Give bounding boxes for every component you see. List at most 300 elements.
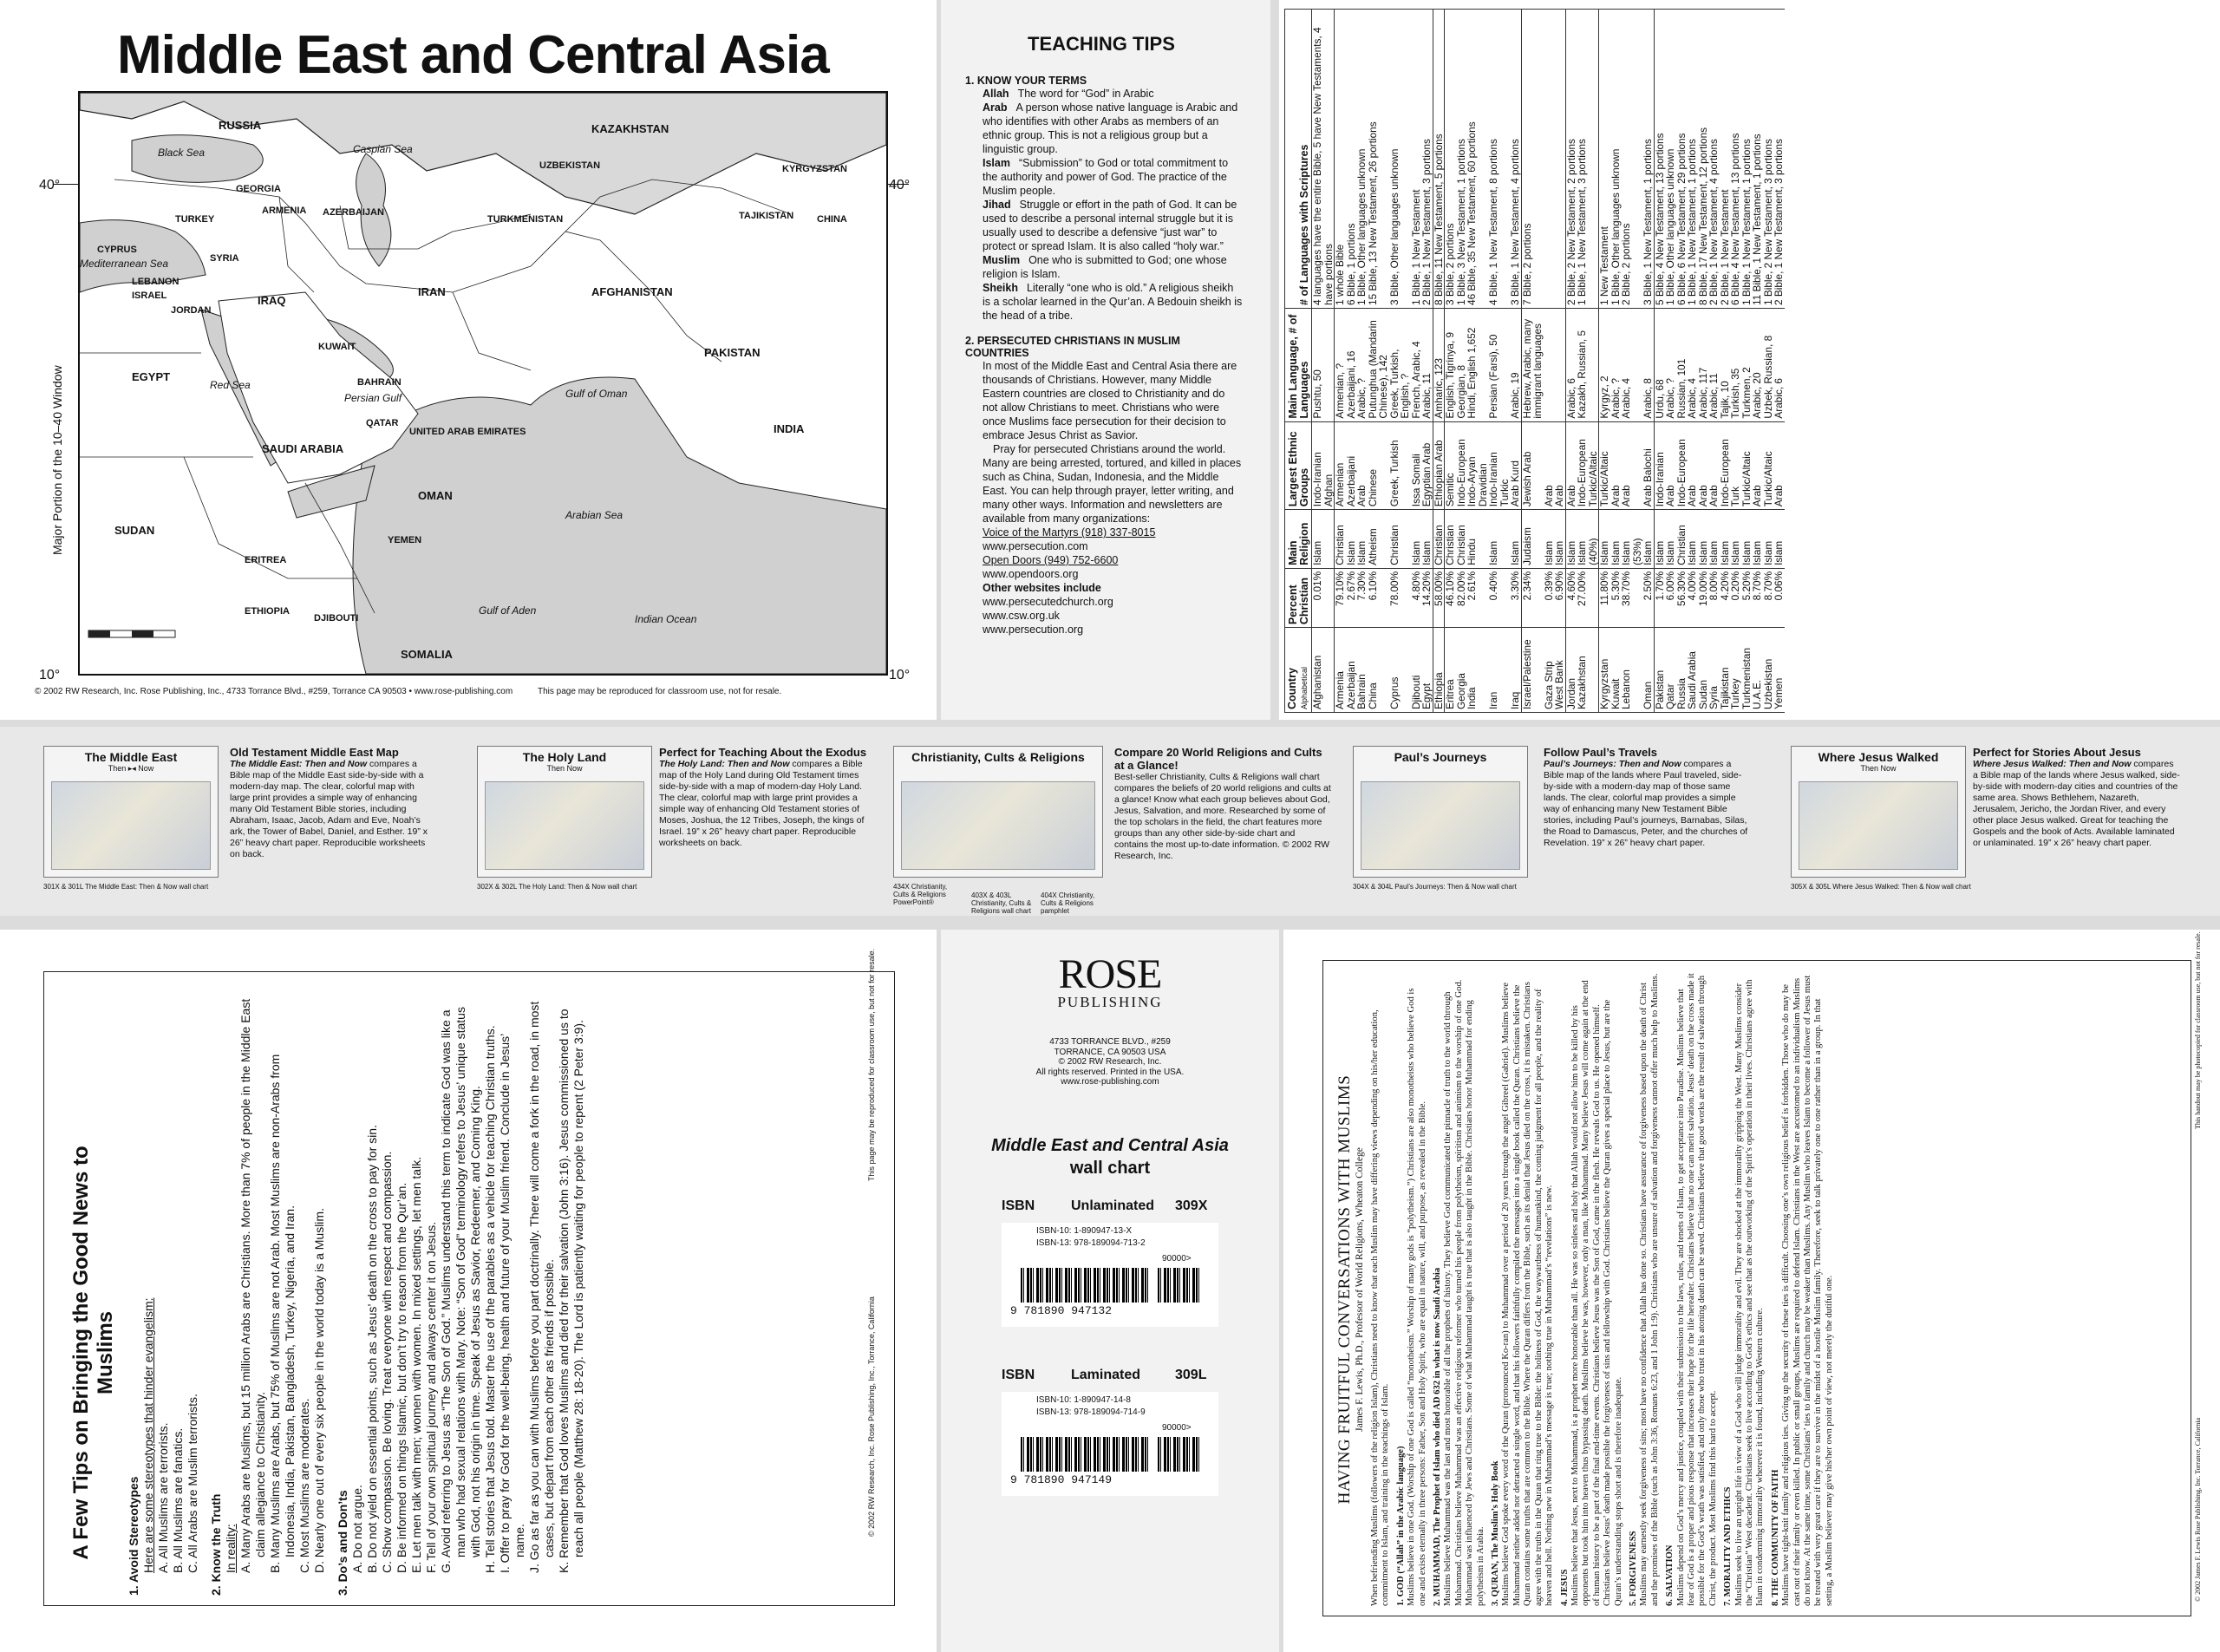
table-header-label: Country xyxy=(1286,668,1298,709)
convo-section xyxy=(1665,973,1719,1606)
map-footer-right: This page may be reproduced for classroom use, not for resale. xyxy=(538,687,782,696)
table-cell: Islam xyxy=(1642,510,1654,569)
table-row xyxy=(1488,10,1510,713)
term-definition: Literally “one who is old.” A religious sheikh is a scholar learned in the Qur’an. A Bedouin sheikh is the head of a tribe. xyxy=(983,282,1243,322)
product-caption: 304X & 304L Paul’s Journeys: Then & Now wall chart xyxy=(1353,883,1517,891)
product-thumbnail[interactable] xyxy=(477,746,652,878)
table-cell: Putunghua (Mandarin Chinese), 142 xyxy=(1368,308,1389,421)
tip-item: K. Remember that God loves Muslims and died for their salvation (John 3:16). Jesus commissioned us to reach all people (Matthew 28: 18-20). The Lord is patiently waiting for people to repent (2 Peter 3:9). xyxy=(557,1009,585,1573)
product-thumbnail[interactable] xyxy=(1353,746,1528,878)
table-cell: 14.20% xyxy=(1421,568,1433,627)
convo-section-text: Muslims believe God spoke every word of the Quran (pronounced Ko-ran) to Muhammad over a period of 20 years through the angel Gibreel (Gabriel). Muslims believe Muhammad neither added nor detracted a single word, and that his followers faithfully compiled the messages into a single book called the Quran. Christians believe the Quran contains some truths that are common to the Bible. Where the Quran differs from the Bible, such as its denial that Jesus died on the cross, it is mistaken. Christians agree with the truths in the Quran that ring true to the Bible: the holiness of God, the waywardness of humankind, the coming judgment for all people, and the reality of heaven and hell. Nothing new in Muhammad’s message is true; nothing true in Muhammad’s “revelations” is new. xyxy=(1501,982,1555,1606)
term-definition: Struggle or effort in the path of God. It can be used to describe a personal internal struggle but it is usually used to describe a defensive “just war” to protect or spread Islam. It is also called “holy war.” xyxy=(983,199,1237,252)
table-row xyxy=(1510,10,1521,713)
terms-list xyxy=(965,87,1243,323)
table-cell: 2.61% xyxy=(1466,568,1488,627)
country-table-rotated xyxy=(1284,9,2186,713)
table-cell: 8.00% xyxy=(1708,568,1720,627)
table-cell: Arab xyxy=(1773,421,1785,510)
tip-item: C. Most Muslims are moderates. xyxy=(297,1398,311,1573)
map-label: UZBEKISTAN xyxy=(539,160,601,171)
table-cell: Armenian, ? xyxy=(1335,308,1346,421)
org-link[interactable]: Voice of the Martyrs (918) 337-8015 xyxy=(983,526,1156,539)
table-cell: Greek, Turkish xyxy=(1389,421,1411,510)
promo-strip xyxy=(0,727,2220,916)
convo-section-heading: 3. QURAN, The Muslim’s Holy Book xyxy=(1491,1460,1501,1606)
table-cell: Sudan xyxy=(1698,628,1709,713)
table-cell: Arabic, 11 xyxy=(1421,308,1433,421)
convo-section-text: Muslims have tight-knit family and religious ties. Giving up the security of these ties is difficult. Choosing one’s own religious belief is forbidden. Those who do may be cast out of their family or even killed. In public or small groups, Muslims are required to defend Islam. Christians in the West are accustomed to an individualism Muslims do not know. At the same time, some Christians’ ties to family and church may be weaker than Muslims. Any Muslim who leaves Islam to become a follower of Jesus must be treated with very great care if they are to survive in the midst of a hostile Muslim family. Therefore, seek to talk privately one to one rather than in a group. In that setting, a Muslim believer may give his/her own point of view, not merely the dutiful one. xyxy=(1781,975,1834,1606)
map-label: RUSSIA xyxy=(219,119,262,132)
table-cell: 1 Bible, 1 New Testament xyxy=(1411,10,1422,309)
product-ad-body xyxy=(1114,772,1331,862)
table-cell: 79.10% xyxy=(1335,568,1346,627)
product-caption: 305X & 305L Where Jesus Walked: Then & Now wall chart xyxy=(1791,883,1971,891)
table-header-label: Main Language, # of Languages xyxy=(1287,314,1310,419)
table-cell: Christian xyxy=(1676,510,1688,569)
tip-item: B. All Muslims are fanatics. xyxy=(171,1427,185,1573)
isbn10: ISBN-10: 1-890947-14-8 xyxy=(1036,1395,1131,1405)
product-ad-text xyxy=(659,746,867,849)
logo-mark: ROSE xyxy=(1058,951,1162,997)
table-cell: 46.10% xyxy=(1445,568,1456,627)
product-ad-text xyxy=(1544,746,1752,849)
product-thumbnail[interactable] xyxy=(1791,746,1966,878)
table-cell: Lebanon xyxy=(1621,628,1642,713)
table-cell xyxy=(1544,308,1555,421)
map-footer xyxy=(35,687,902,696)
tip-item: A. Do not argue. xyxy=(350,1485,364,1573)
table-row xyxy=(1708,10,1720,713)
barcode-addon xyxy=(1158,1437,1201,1472)
table-cell: Pakistan xyxy=(1654,628,1665,713)
term-entry xyxy=(983,87,1243,101)
table-cell: Djibouti xyxy=(1411,628,1422,713)
barcode-addon xyxy=(1158,1268,1201,1303)
convo-footer-right: This handout may be photocopied for classroom use, but not for resale. xyxy=(2194,931,2202,1129)
table-cell: West Bank xyxy=(1554,628,1565,713)
thumbnail-map xyxy=(485,781,644,870)
table-cell: 4.60% xyxy=(1565,568,1577,627)
table-cell: 1 Bible, 1 New Testament, 3 portions xyxy=(1577,10,1599,309)
term-word: Muslim xyxy=(983,254,1021,266)
table-cell: 0.06% xyxy=(1773,568,1785,627)
table-cell: 1 whole Bible xyxy=(1335,10,1346,309)
table-cell: 27.00% xyxy=(1577,568,1599,627)
thumbnail-map xyxy=(1799,781,1958,870)
table-cell: 0.39% xyxy=(1544,568,1555,627)
isbn-code: 309L xyxy=(1175,1368,1207,1382)
tips-s2-heading: 2. PERSECUTED CHRISTIANS IN MUSLIM COUNTRIES xyxy=(965,335,1180,359)
table-cell: Cyprus xyxy=(1389,628,1411,713)
table-row xyxy=(1730,10,1741,713)
table-cell: 3 Bible, 1 New Testament, 1 portions xyxy=(1642,10,1654,309)
table-cell: 19.00% xyxy=(1698,568,1709,627)
tip-item: A. All Muslims are terrorists. xyxy=(156,1422,170,1573)
table-header-cell xyxy=(1285,10,1312,309)
product-ad-title: Perfect for Teaching About the Exodus xyxy=(659,746,867,759)
table-header-label: Largest Ethnic Groups xyxy=(1287,431,1310,507)
table-cell: Kazakh, Russian, 5 xyxy=(1577,308,1599,421)
table-cell: Indo-Iranian xyxy=(1654,421,1665,510)
table-cell: Christian xyxy=(1335,510,1346,569)
table-cell: Turkic/Altaic xyxy=(1599,421,1610,510)
table-cell: Atheism xyxy=(1368,510,1389,569)
table-cell: Arabic, ? xyxy=(1356,308,1368,421)
table-cell: 8.70% xyxy=(1752,568,1763,627)
table-cell: 8.70% xyxy=(1763,568,1774,627)
table-row xyxy=(1521,10,1544,713)
convo-section-heading: 4. JESUS xyxy=(1559,1569,1570,1606)
product-thumbnail[interactable] xyxy=(43,746,219,878)
map-label: DJIBOUTI xyxy=(314,613,359,624)
table-cell: English, Tigrinya, 9 xyxy=(1445,308,1456,421)
product-ad-lead: The Middle East: Then and Now xyxy=(230,759,368,769)
table-cell: 2 Bible, 1 New Testament, 3 portions xyxy=(1421,10,1433,309)
few-tips-panel xyxy=(0,930,937,1652)
table-cell: 6 Bible, 4 New Testament, 13 portions xyxy=(1730,10,1741,309)
barcode-card xyxy=(1002,1392,1218,1496)
table-cell: China xyxy=(1368,628,1389,713)
table-cell: Azerbaijani xyxy=(1346,421,1357,510)
table-row xyxy=(1466,10,1488,713)
table-cell: 5 Bible, 4 New Testament, 13 portions xyxy=(1654,10,1665,309)
table-cell: 0.20% xyxy=(1730,568,1741,627)
table-cell: Islam xyxy=(1654,510,1665,569)
table-cell: Afghanistan xyxy=(1312,628,1335,713)
isbn10: ISBN-10: 1-890947-13-X xyxy=(1036,1226,1133,1236)
table-row xyxy=(1356,10,1368,713)
table-cell: 4 languages have the entire Bible, 5 have New Testaments, 4 have portions xyxy=(1312,10,1335,309)
table-cell: 7 Bible, 2 portions xyxy=(1521,10,1544,309)
table-cell: Islam xyxy=(1741,510,1753,569)
map-sea-label: Red Sea xyxy=(210,379,251,391)
lat-label: 10° xyxy=(39,668,61,682)
term-word: Sheikh xyxy=(983,282,1018,294)
tip-item: H. Tell stories that Jesus told. Master the use of the parables as a vehicle for teaching Christian truths. xyxy=(483,1025,497,1573)
map-label: TURKEY xyxy=(175,214,215,225)
lat-label: 10° xyxy=(889,668,911,682)
product-ad-text xyxy=(1973,746,2181,849)
map-label: KUWAIT xyxy=(318,342,356,352)
table-cell: Islam xyxy=(1720,510,1731,569)
table-cell: Greek, Turkish, English, ? xyxy=(1389,308,1411,421)
table-header-cell xyxy=(1285,628,1312,713)
table-cell: Kazakhstan xyxy=(1577,628,1599,713)
table-row xyxy=(1752,10,1763,713)
tip-item: E. Let men talk with men; women with women. In mixed settings, let men talk. xyxy=(409,1156,423,1573)
table-cell: Turkish, 35 xyxy=(1730,308,1741,421)
org-link[interactable]: www.opendoors.org xyxy=(983,568,1079,580)
product-ad-desc: compares a Bible map of the Holy Land during Old Testament times side-by-side with a map of modern-day Holy Land. The clear, colorful map with large print provides a simple way of enhancing Old Testament stories of Moses, Joshua, the 12 Tribes, Joseph, the kings of Israel. 19” x 26” heavy chart paper. Reproducible worksheets on back. xyxy=(659,759,865,848)
map-label: LEBANON xyxy=(132,277,180,287)
table-cell: Indo-European xyxy=(1676,421,1688,510)
few-tips-s2-list xyxy=(238,997,327,1596)
table-cell: 15 Bible, 13 New Testament, 26 portions xyxy=(1368,10,1389,309)
table-cell: Islam xyxy=(1773,510,1785,569)
table-cell: Azerbaijani, 16 xyxy=(1346,308,1357,421)
website-link[interactable]: www.persecution.org xyxy=(983,624,1084,636)
table-row xyxy=(1577,10,1599,713)
table-cell: 4.20% xyxy=(1720,568,1731,627)
table-cell: 2 Bible, 1 New Testament, 4 portions xyxy=(1708,10,1720,309)
table-cell: Arab xyxy=(1356,421,1368,510)
term-word: Allah xyxy=(983,88,1009,100)
table-cell: Tajikistan xyxy=(1720,628,1731,713)
table-header-sub: Alphabetical xyxy=(1299,666,1309,709)
table-row xyxy=(1773,10,1785,713)
table-cell: Arabic, 117 xyxy=(1698,308,1709,421)
table-row xyxy=(1741,10,1753,713)
convo-section xyxy=(1433,973,1486,1606)
table-cell: 0.01% xyxy=(1312,568,1335,627)
table-cell: Christian xyxy=(1456,510,1467,569)
table-cell: Georgian, 8 xyxy=(1456,308,1467,421)
org-link[interactable]: Open Doors (949) 752-6600 xyxy=(983,554,1119,566)
table-row xyxy=(1654,10,1665,713)
table-cell: Indo-European xyxy=(1720,421,1731,510)
table-cell: Uzbek, Russian, 8 xyxy=(1763,308,1774,421)
few-tips-s1-list xyxy=(156,997,200,1596)
map-label: YEMEN xyxy=(388,535,422,545)
map-label: ARMENIA xyxy=(262,206,307,216)
convo-footer-left: © 2002 James F. Lewis Rose Publishing, Inc. Torrance, California xyxy=(2194,1417,2202,1602)
table-cell: Arab xyxy=(1544,421,1555,510)
thumbnail-sub: Then Now xyxy=(1860,764,1897,773)
map-label: ERITREA xyxy=(245,555,287,565)
teaching-tips-panel xyxy=(941,0,1270,720)
map-sea-label: Indian Ocean xyxy=(635,613,697,625)
other-websites-heading: Other websites include xyxy=(983,582,1101,594)
table-cell: 56.30% xyxy=(1676,568,1688,627)
thumbnail-title: Where Jesus Walked xyxy=(1818,750,1939,764)
table-cell: U.A.E. xyxy=(1752,628,1763,713)
table-cell: Israel/Palestine xyxy=(1521,628,1544,713)
table-cell: 2.50% xyxy=(1642,568,1654,627)
tips-title: TEACHING TIPS xyxy=(1028,33,1175,55)
map-label: ETHIOPIA xyxy=(245,606,290,617)
table-cell: Arab xyxy=(1708,421,1720,510)
map-label: IRAN xyxy=(418,285,446,298)
table-row xyxy=(1544,10,1555,713)
table-cell: Islam (53%) xyxy=(1621,510,1642,569)
table-row xyxy=(1346,10,1357,713)
thumbnail-sub: Then Now xyxy=(546,764,583,773)
table-cell: Hindi, English 1,652 xyxy=(1466,308,1488,421)
product-ad-body xyxy=(659,759,867,849)
barcode-digits: 9 781890 947132 xyxy=(1010,1304,1113,1317)
table-row xyxy=(1698,10,1709,713)
thumbnail-map xyxy=(51,781,211,870)
table-cell: Oman xyxy=(1642,628,1654,713)
table-cell xyxy=(1554,308,1565,421)
table-cell: 6.10% xyxy=(1368,568,1389,627)
term-entry xyxy=(983,156,1243,198)
conversations-panel xyxy=(1283,930,2220,1652)
table-cell: Islam xyxy=(1610,510,1622,569)
lat-label: 40° xyxy=(39,178,61,193)
table-cell: Islam xyxy=(1665,510,1676,569)
map-sea-label: Gulf of Aden xyxy=(479,604,537,617)
price-code: 90000> xyxy=(1162,1254,1192,1263)
convo-section-heading: 8. THE COMMUNITY OF FAITH xyxy=(1770,1469,1780,1606)
term-entry xyxy=(983,198,1243,253)
convo-section-heading: 7. MORALITY AND ETHICS xyxy=(1723,1486,1734,1606)
map-label: SOMALIA xyxy=(401,648,453,661)
table-cell: Turkic/Altaic xyxy=(1763,421,1774,510)
tips-s2-p1: In most of the Middle East and Central Asia there are thousands of Christians. However, many Middle Eastern countries are closed to Christianity and do not allow Christians to meet. Christians who were once Muslims face persecution for their decision to embrace Jesus Christ as Savior. xyxy=(983,360,1237,441)
table-cell: Egyptian Arab xyxy=(1421,421,1433,510)
table-cell: Russia xyxy=(1676,628,1688,713)
lat-label: 40° xyxy=(889,178,911,193)
term-definition: The word for “God” in Arabic xyxy=(1017,88,1154,100)
table-cell: Arab Balochi xyxy=(1642,421,1654,510)
table-cell: Saudi Arabia xyxy=(1687,628,1698,713)
table-cell: Islam xyxy=(1730,510,1741,569)
table-cell: Armenian xyxy=(1335,421,1346,510)
table-cell: Indo-European xyxy=(1456,421,1467,510)
isbn-block xyxy=(976,1198,1253,1355)
center-panel xyxy=(941,930,1279,1652)
map-label: OMAN xyxy=(418,489,453,502)
table-header-label: # of Languages with Scriptures xyxy=(1297,144,1310,305)
table-cell: Ethiopia xyxy=(1433,628,1445,713)
table-cell: 82.00% xyxy=(1456,568,1467,627)
table-cell: Urdu, 68 xyxy=(1654,308,1665,421)
product-ad-lead: Paul’s Journeys: Then and Now xyxy=(1544,759,1681,769)
tip-item: C. All Arabs are Muslim terrorists. xyxy=(186,1394,199,1573)
table-cell: 11.80% xyxy=(1599,568,1610,627)
address-line: TORRANCE, CA 90503 USA xyxy=(1054,1047,1166,1057)
logo-sub: PUBLISHING xyxy=(1057,994,1163,1010)
table-cell: Kyrgyzstan xyxy=(1599,628,1610,713)
map-sea-label: Persian Gulf xyxy=(344,392,402,404)
product-thumbnail[interactable] xyxy=(893,746,1103,878)
table-cell: Hebrew, Arabic, many immigrant languages xyxy=(1521,308,1544,421)
table-cell: 4 Bible, 1 New Testament, 8 portions xyxy=(1488,10,1510,309)
table-cell: Arab xyxy=(1621,421,1642,510)
table-cell: Indo-Aryan Dravidian xyxy=(1466,421,1488,510)
table-cell: 6 Bible, 6 New Testament, 29 portions xyxy=(1676,10,1688,309)
product-ad-lead: The Holy Land: Then and Now xyxy=(659,759,790,769)
table-cell: Arabic, 20 xyxy=(1752,308,1763,421)
few-tips-title: A Few Tips on Bringing the Good News to Muslims xyxy=(69,1146,117,1560)
table-cell: Arab xyxy=(1554,421,1565,510)
term-entry xyxy=(983,101,1243,156)
table-cell: Qatar xyxy=(1665,628,1676,713)
few-tips-s2-sub: In reality: xyxy=(224,1524,238,1573)
convo-section-heading: 6. SALVATION xyxy=(1665,1544,1675,1606)
table-cell: Turk xyxy=(1730,421,1741,510)
table-cell: Christian xyxy=(1445,510,1456,569)
table-cell: Christian xyxy=(1389,510,1411,569)
thumbnail-title: The Middle East xyxy=(84,750,178,764)
table-cell: 2 Bible, 2 New Testament, 2 portions xyxy=(1565,10,1577,309)
map-sea-label: Caspian Sea xyxy=(353,143,413,155)
table-cell: Amharic, 123 xyxy=(1433,308,1445,421)
product-ad-text xyxy=(230,746,429,860)
map-label: CHINA xyxy=(817,214,847,225)
convo-section xyxy=(1771,973,1835,1606)
table-row xyxy=(1411,10,1422,713)
table-cell: 46 Bible, 35 New Testament, 60 portions xyxy=(1466,10,1488,309)
table-cell: Arab xyxy=(1665,421,1676,510)
map-label: KYRGYZSTAN xyxy=(782,164,847,174)
table-cell: Persian (Farsi), 50 xyxy=(1488,308,1510,421)
table-cell: Indo-Iranian Afghan xyxy=(1312,421,1335,510)
isbn-type: Laminated xyxy=(1071,1368,1141,1382)
table-cell: Gaza Strip xyxy=(1544,628,1555,713)
table-row xyxy=(1554,10,1565,713)
table-cell: Arabic, ? xyxy=(1665,308,1676,421)
table-cell: French, Arabic, 4 xyxy=(1411,308,1422,421)
table-cell: 6.00% xyxy=(1665,568,1676,627)
price-code: 90000> xyxy=(1162,1423,1192,1433)
table-cell: Islam xyxy=(1687,510,1698,569)
publisher-address xyxy=(1010,1037,1210,1087)
convo-section-heading: 1. GOD (“Allah” in the Arabic language) xyxy=(1395,1446,1406,1606)
table-cell: 2.67% xyxy=(1346,568,1357,627)
table-cell: 6.90% xyxy=(1554,568,1565,627)
table-cell: 3.30% xyxy=(1510,568,1521,627)
few-tips-rotated xyxy=(61,997,867,1596)
table-header-cell xyxy=(1285,421,1312,510)
table-row xyxy=(1312,10,1335,713)
few-tips-s2: 2. Know the Truth xyxy=(209,1493,223,1596)
table-cell: Issa Somali xyxy=(1411,421,1422,510)
tip-item: A. Many Arabs are Muslims, but 15 million Arabs are Christians. More than 7% of people in the Middle East claim allegiance to Christianity. xyxy=(238,998,267,1573)
map-footer-left: © 2002 RW Research, Inc. Rose Publishing, Inc., 4733 Torrance Blvd., #259, Torrance CA 90503 • www.rose-publishing.com xyxy=(35,687,513,696)
table-cell: Arab xyxy=(1565,421,1577,510)
tips-s2-p2: Pray for persecuted Christians around the world. Many are being arrested, tortured, and killed in places such as China, Sudan, Indonesia, and the Middle East. You can help through prayer, letter writing, and many other ways. Information and newsletters are available from many organizations: xyxy=(983,443,1242,525)
product-ad-title: Follow Paul’s Travels xyxy=(1544,746,1658,759)
map-sea-label: Gulf of Oman xyxy=(565,388,628,400)
barcode-digits: 9 781890 947149 xyxy=(1010,1473,1113,1486)
tip-item: F. Tell of your own spiritual journey and always center it on Jesus. xyxy=(424,1221,438,1573)
table-cell: 8 Bible, 17 New Testament, 12 portions xyxy=(1698,10,1709,309)
table-row xyxy=(1445,10,1456,713)
convo-section xyxy=(1560,973,1624,1606)
map-sea-label: Mediterranean Sea xyxy=(80,258,169,270)
map-side-label: Major Portion of the 10–40 Window xyxy=(50,365,64,555)
table-row xyxy=(1687,10,1698,713)
table-header-cell xyxy=(1285,510,1312,569)
map-drawing xyxy=(80,93,886,674)
website-link[interactable]: www.csw.org.uk xyxy=(983,610,1060,622)
table-cell: 3 Bible, 2 portions xyxy=(1445,10,1456,309)
table-row xyxy=(1665,10,1676,713)
map-sea-label: Arabian Sea xyxy=(565,509,624,521)
table-cell: Hindu xyxy=(1466,510,1488,569)
isbn-label: ISBN xyxy=(1002,1198,1035,1213)
website-link[interactable]: www.persecutedchurch.org xyxy=(983,596,1113,608)
convo-section-heading: 5. FORGIVENESS xyxy=(1628,1531,1638,1606)
table-cell: Islam xyxy=(1554,510,1565,569)
table-cell: Arab xyxy=(1687,421,1698,510)
table-cell: 1 Bible, Other languages unknown xyxy=(1665,10,1676,309)
org-link[interactable]: www.persecution.com xyxy=(983,540,1088,552)
product-ad-title: Perfect for Stories About Jesus xyxy=(1973,746,2141,759)
table-cell: Uzbekistan xyxy=(1763,628,1774,713)
tip-item: B. Many Muslims are Arabs, but 75% of Muslims are not Arab. Most Muslims are non-Arabs from Indonesia, India, Pakistan, Bangladesh, Turkey, Nigeria, and Iran. xyxy=(268,1054,297,1573)
few-tips-s3-list xyxy=(350,997,586,1596)
table-cell: Jordan xyxy=(1565,628,1577,713)
table-cell: Pushtu, 50 xyxy=(1312,308,1335,421)
thumbnail-map xyxy=(1361,781,1520,870)
table-header-cell xyxy=(1285,308,1312,421)
table-cell: Armenia xyxy=(1335,628,1346,713)
product-ad-desc: compares a Bible map of the lands where Jesus walked, side-by-side with modern-day cities and countries of the same area. Shows Bethlehem, Nazareth, Jerusalem, Jericho, the Jordan River, and every other place Jesus walked. Great for teaching the Gospels and the book of Acts. Available laminated or unlaminated. 19” x 26” heavy chart paper. xyxy=(1973,759,2180,848)
